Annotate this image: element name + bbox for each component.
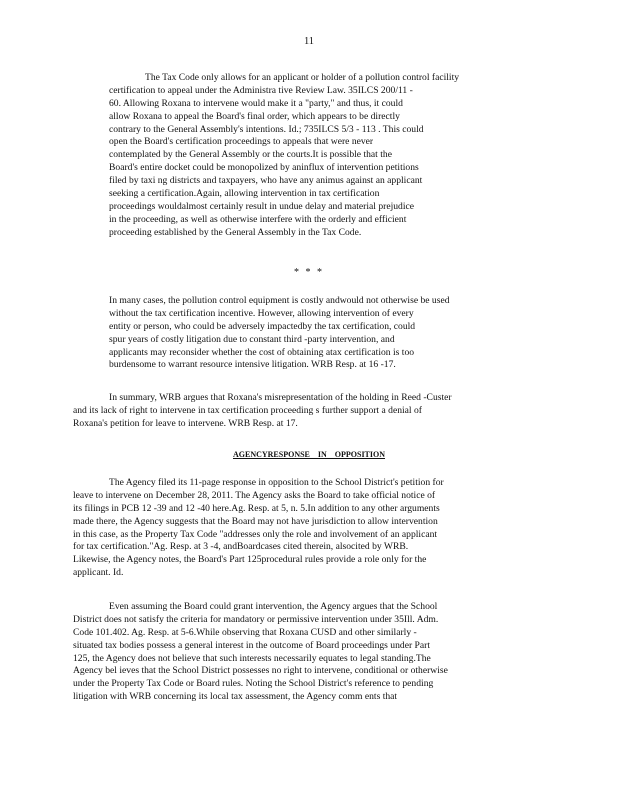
text-line: Likewise, the Agency notes, the Board's Part 125procedural rules provide a role only for the <box>73 554 427 566</box>
text-line: its filings in PCB 12 -39 and 12 -40 here.Ag. Resp. at 5, n. 5.In addition to any other arguments <box>73 502 440 514</box>
text-line: and its lack of right to intervene in tax certification proceeding s further support a denial of <box>73 404 422 416</box>
text-line: Board's entire docket could be monopolized by aninflux of intervention petitions <box>109 162 419 174</box>
text-line: 125, the Agency does not believe that such interests necessarily equates to legal standing.The <box>73 652 431 664</box>
body-paragraph <box>73 392 533 431</box>
section-separator: * * * <box>294 267 324 278</box>
text-line: applicants may reconsider whether the cost of obtaining atax certification is too <box>109 346 415 358</box>
body-paragraph <box>73 477 533 580</box>
block-quote-paragraph <box>109 295 533 372</box>
block-quote-paragraph <box>109 72 533 240</box>
text-line: contrary to the General Assembly's intentions. Id.; 735ILCS 5/3 - 113 . This could <box>109 123 424 135</box>
text-line: Code 101.402. Ag. Resp. at 5-6.While observing that Roxana CUSD and other similarly - <box>73 626 417 638</box>
text-line: entity or person, who could be adversely impactedby the tax certification, could <box>109 320 416 332</box>
text-line: In summary, WRB argues that Roxana's misrepresentation of the holding in Reed -Custer <box>109 392 452 403</box>
section-heading: AGENCYRESPONSE IN OPPOSITION <box>232 450 386 459</box>
text-line: in the proceeding, as well as otherwise interfere with the orderly and efficient <box>109 213 407 225</box>
text-line: Agency bel ieves that the School District possesses no right to intervene, conditional or otherwise <box>73 665 448 677</box>
text-line: spur years of costly litigation due to constant third -party intervention, and <box>109 333 395 345</box>
text-line: in this case, as the Property Tax Code "addresses only the role and involvement of an applicant <box>73 528 438 540</box>
text-line: situated tax bodies possess a general interest in the outcome of Board proceedings under Part <box>73 639 431 651</box>
text-line: Roxana's petition for leave to intervene. WRB Resp. at 17. <box>73 417 298 429</box>
text-line: proceedings wouldalmost certainly result in undue delay and material prejudice <box>109 200 415 212</box>
text-line: The Agency filed its 11-page response in opposition to the School District's petition for <box>109 477 444 488</box>
text-line: for tax certification."Ag. Resp. at 3 -4, andBoardcases cited therein, alsocited by WRB. <box>73 541 409 553</box>
text-line: allow Roxana to appeal the Board's final order, which appears to be directly <box>109 110 400 122</box>
text-line: The Tax Code only allows for an applicant or holder of a pollution control facility <box>145 72 460 83</box>
text-line: litigation with WRB concerning its local tax assessment, the Agency comm ents that <box>73 691 398 703</box>
text-line: Even assuming the Board could grant intervention, the Agency argues that the School <box>109 601 438 612</box>
text-line: In many cases, the pollution control equipment is costly andwould not otherwise be used <box>109 295 450 306</box>
text-line: seeking a certification.Again, allowing intervention in tax certification <box>109 188 380 200</box>
text-line: leave to intervene on December 28, 2011. The Agency asks the Board to take official notice of <box>73 489 436 501</box>
text-line: applicant. Id. <box>73 567 124 579</box>
text-line: certification to appeal under the Administra tive Review Law. 35ILCS 200/11 - <box>109 84 413 96</box>
text-line: under the Property Tax Code or Board rules. Noting the School District's reference to pending <box>73 678 434 690</box>
text-line: open the Board's certification proceedings to appeals that were never <box>109 136 374 148</box>
text-line: made there, the Agency suggests that the Board may not have jurisdiction to allow intervention <box>73 515 438 527</box>
body-paragraph <box>73 601 533 704</box>
text-line: without the tax certification incentive. However, allowing intervention of every <box>109 307 414 319</box>
text-line: District does not satisfy the criteria for mandatory or permissive intervention under 35Ill. Adm. <box>73 613 439 625</box>
text-line: proceeding established by the General Assembly in the Tax Code. <box>109 226 362 238</box>
text-line: 60. Allowing Roxana to intervene would make it a "party," and thus, it could <box>109 97 403 109</box>
text-line: filed by taxi ng districts and taxpayers, who have any animus against an applicant <box>109 175 423 187</box>
page-number: 11 <box>303 36 315 47</box>
text-line: burdensome to warrant resource intensive litigation. WRB Resp. at 16 -17. <box>109 359 396 371</box>
text-line: contemplated by the General Assembly or the courts.It is possible that the <box>109 149 392 161</box>
